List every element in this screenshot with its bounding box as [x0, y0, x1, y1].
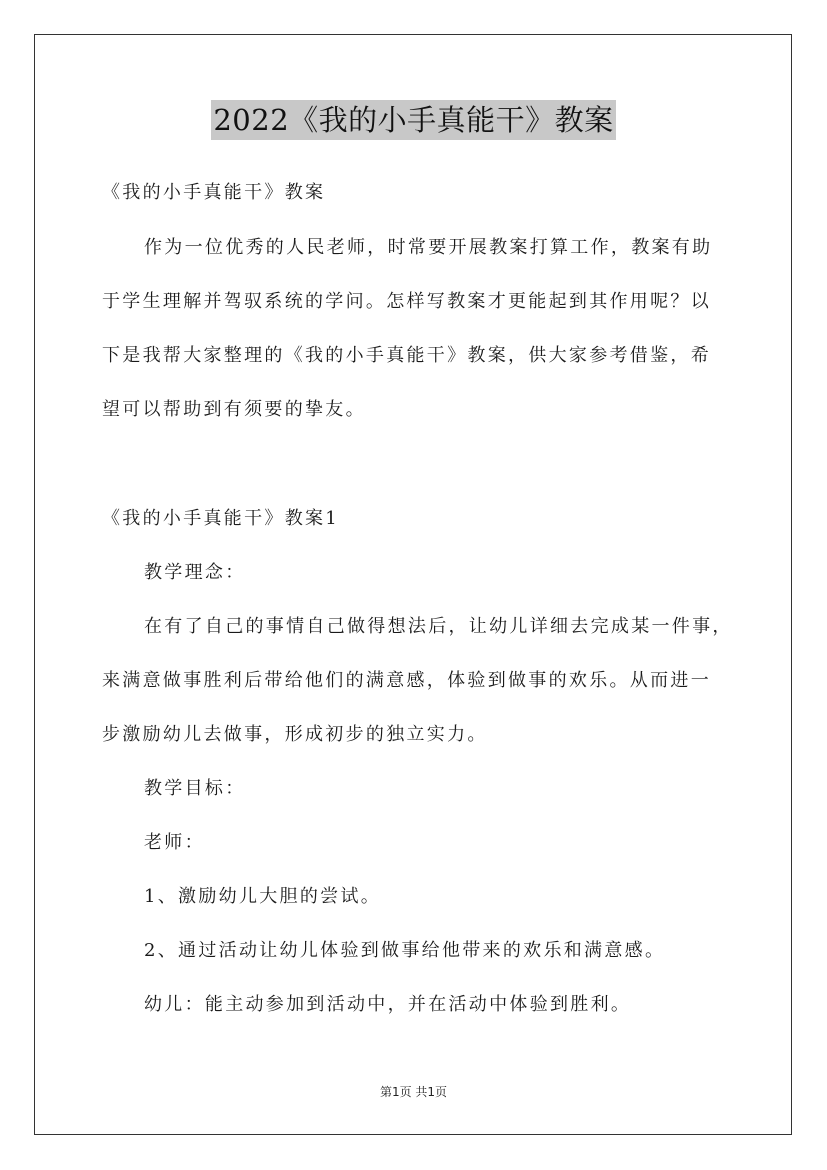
teacher-goal-1: 1、激励幼儿大胆的尝试。 — [144, 886, 382, 907]
child-goal: 幼儿：能主动参加到活动中，并在活动中体验到胜利。 — [144, 994, 632, 1015]
intro-line-3: 下是我帮大家整理的《我的小手真能干》教案，供大家参考借鉴，希 — [102, 345, 711, 366]
concept-line-1: 在有了自己的事情自己做得想法后，让幼儿详细去完成某一件事， — [144, 616, 733, 637]
title-container — [0, 100, 827, 140]
subtitle: 《我的小手真能干》教案 — [102, 182, 326, 203]
intro-line-2: 于学生理解并驾驭系统的学问。怎样写教案才更能起到其作用呢？以 — [102, 291, 711, 312]
concept-label: 教学理念： — [144, 562, 246, 583]
teacher-label: 老师： — [144, 832, 205, 853]
concept-line-2: 来满意做事胜利后带给他们的满意感，体验到做事的欢乐。从而进一 — [102, 670, 711, 691]
teacher-goal-2: 2、通过活动让幼儿体验到做事给他带来的欢乐和满意感。 — [144, 940, 666, 961]
intro-line-4: 望可以帮助到有须要的挚友。 — [102, 399, 366, 420]
document-title: 2022《我的小手真能干》教案 — [211, 100, 615, 140]
page-footer: 第1页 共1页 — [379, 1085, 448, 1099]
section-heading: 《我的小手真能干》教案1 — [102, 508, 340, 529]
goals-label: 教学目标： — [144, 778, 246, 799]
concept-line-3: 步激励幼儿去做事，形成初步的独立实力。 — [102, 724, 488, 745]
intro-line-1: 作为一位优秀的人民老师，时常要开展教案打算工作，教案有助 — [144, 237, 713, 258]
